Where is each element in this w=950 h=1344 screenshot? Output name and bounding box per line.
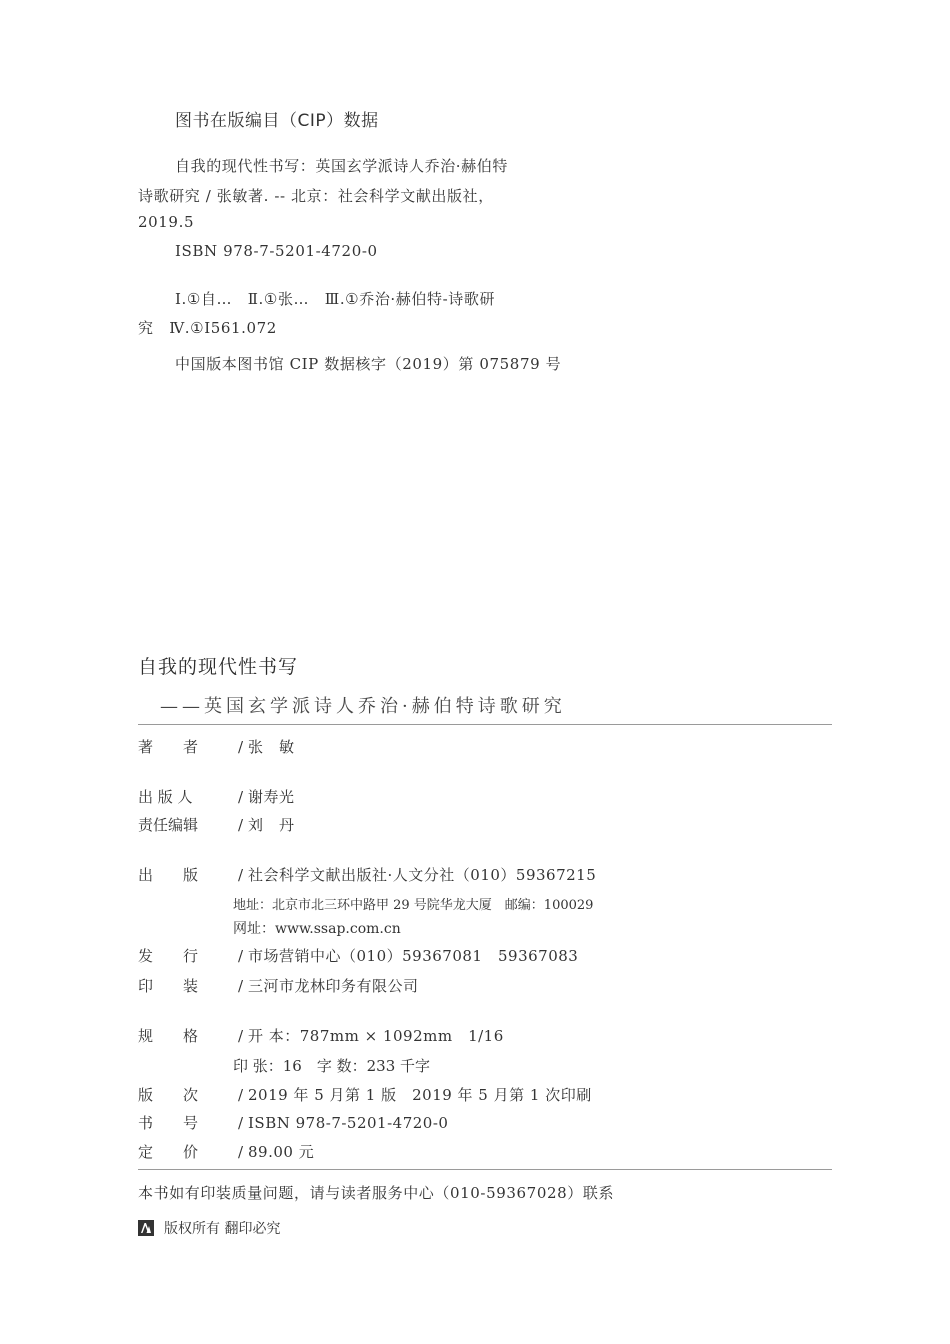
credit-value: 谢寿光: [248, 788, 295, 806]
credit-value: 89.00 元: [248, 1143, 315, 1161]
slash: /: [237, 788, 244, 806]
publisher-address: 地址：北京市北三环中路甲 29 号院华龙大厦 邮编：100029: [233, 898, 594, 913]
credit-value: 刘 丹: [248, 816, 295, 834]
book-subtitle: ——英国玄学派诗人乔治·赫伯特诗歌研究: [160, 696, 566, 717]
cip-line-3: 2019.5: [138, 213, 195, 231]
credit-spec: [138, 1025, 504, 1046]
credit-printing: [138, 975, 419, 996]
credit-author: [138, 736, 295, 757]
credit-label: 责任编辑: [138, 816, 199, 834]
ssap-logo-icon: [138, 1220, 154, 1236]
slash: /: [237, 947, 244, 965]
slash: /: [237, 866, 244, 884]
credit-label: 出 版: [138, 866, 199, 884]
cip-classification-2: 究 Ⅳ.①I561.072: [138, 319, 277, 337]
credit-value: 张 敏: [248, 738, 295, 756]
slash: /: [237, 977, 244, 995]
book-title: 自我的现代性书写: [138, 656, 299, 678]
cip-heading: 图书在版编目（CIP）数据: [175, 111, 379, 131]
cip-isbn: ISBN 978-7-5201-4720-0: [175, 242, 378, 260]
credit-distribution: [138, 945, 578, 966]
cip-classification-1: Ⅰ.①自… Ⅱ.①张… Ⅲ.①乔治·赫伯特-诗歌研: [175, 290, 496, 308]
slash: /: [237, 816, 244, 834]
credit-price: [138, 1141, 314, 1162]
credit-label: 书 号: [138, 1114, 199, 1132]
slash: /: [237, 1027, 244, 1045]
credit-publish: [138, 864, 596, 885]
credit-edition: [138, 1084, 592, 1105]
credit-editor: [138, 814, 295, 835]
slash: /: [237, 1143, 244, 1161]
slash: /: [237, 1086, 244, 1104]
credit-value: 开 本：787mm × 1092mm 1/16: [248, 1027, 504, 1045]
credit-publisher-person: [138, 786, 295, 807]
credit-label: 发 行: [138, 947, 199, 965]
cip-line-2: 诗歌研究 / 张敏著. -- 北京：社会科学文献出版社，: [138, 187, 494, 205]
credit-label: 著 者: [138, 738, 199, 756]
credit-label: 出 版 人: [138, 788, 193, 806]
cip-line-1: 自我的现代性书写：英国玄学派诗人乔治·赫伯特: [175, 157, 508, 175]
rights-text: 版权所有 翻印必究: [164, 1221, 281, 1237]
divider-top: [138, 724, 832, 725]
credit-value: 市场营销中心（010）59367081 59367083: [248, 947, 579, 965]
publisher-website: 网址：www.ssap.com.cn: [233, 921, 401, 937]
cip-number: 中国版本图书馆 CIP 数据核字（2019）第 075879 号: [175, 355, 562, 373]
divider-bottom: [138, 1169, 832, 1170]
credit-isbn: [138, 1112, 448, 1133]
slash: /: [237, 738, 244, 756]
credit-value: 三河市龙林印务有限公司: [248, 977, 419, 995]
quality-notice: 本书如有印装质量问题，请与读者服务中心（010-59367028）联系: [138, 1184, 615, 1202]
rights-statement: [138, 1218, 280, 1238]
credit-value: 2019 年 5 月第 1 版 2019 年 5 月第 1 次印刷: [248, 1086, 592, 1104]
credit-label: 规 格: [138, 1027, 199, 1045]
credit-label: 版 次: [138, 1086, 199, 1104]
credit-label: 印 装: [138, 977, 199, 995]
credit-value: 社会科学文献出版社·人文分社（010）59367215: [248, 866, 597, 884]
credit-value: ISBN 978-7-5201-4720-0: [248, 1114, 449, 1132]
spec-sheets-words: 印 张：16 字 数：233 千字: [233, 1057, 431, 1075]
slash: /: [237, 1114, 244, 1132]
credit-label: 定 价: [138, 1143, 199, 1161]
